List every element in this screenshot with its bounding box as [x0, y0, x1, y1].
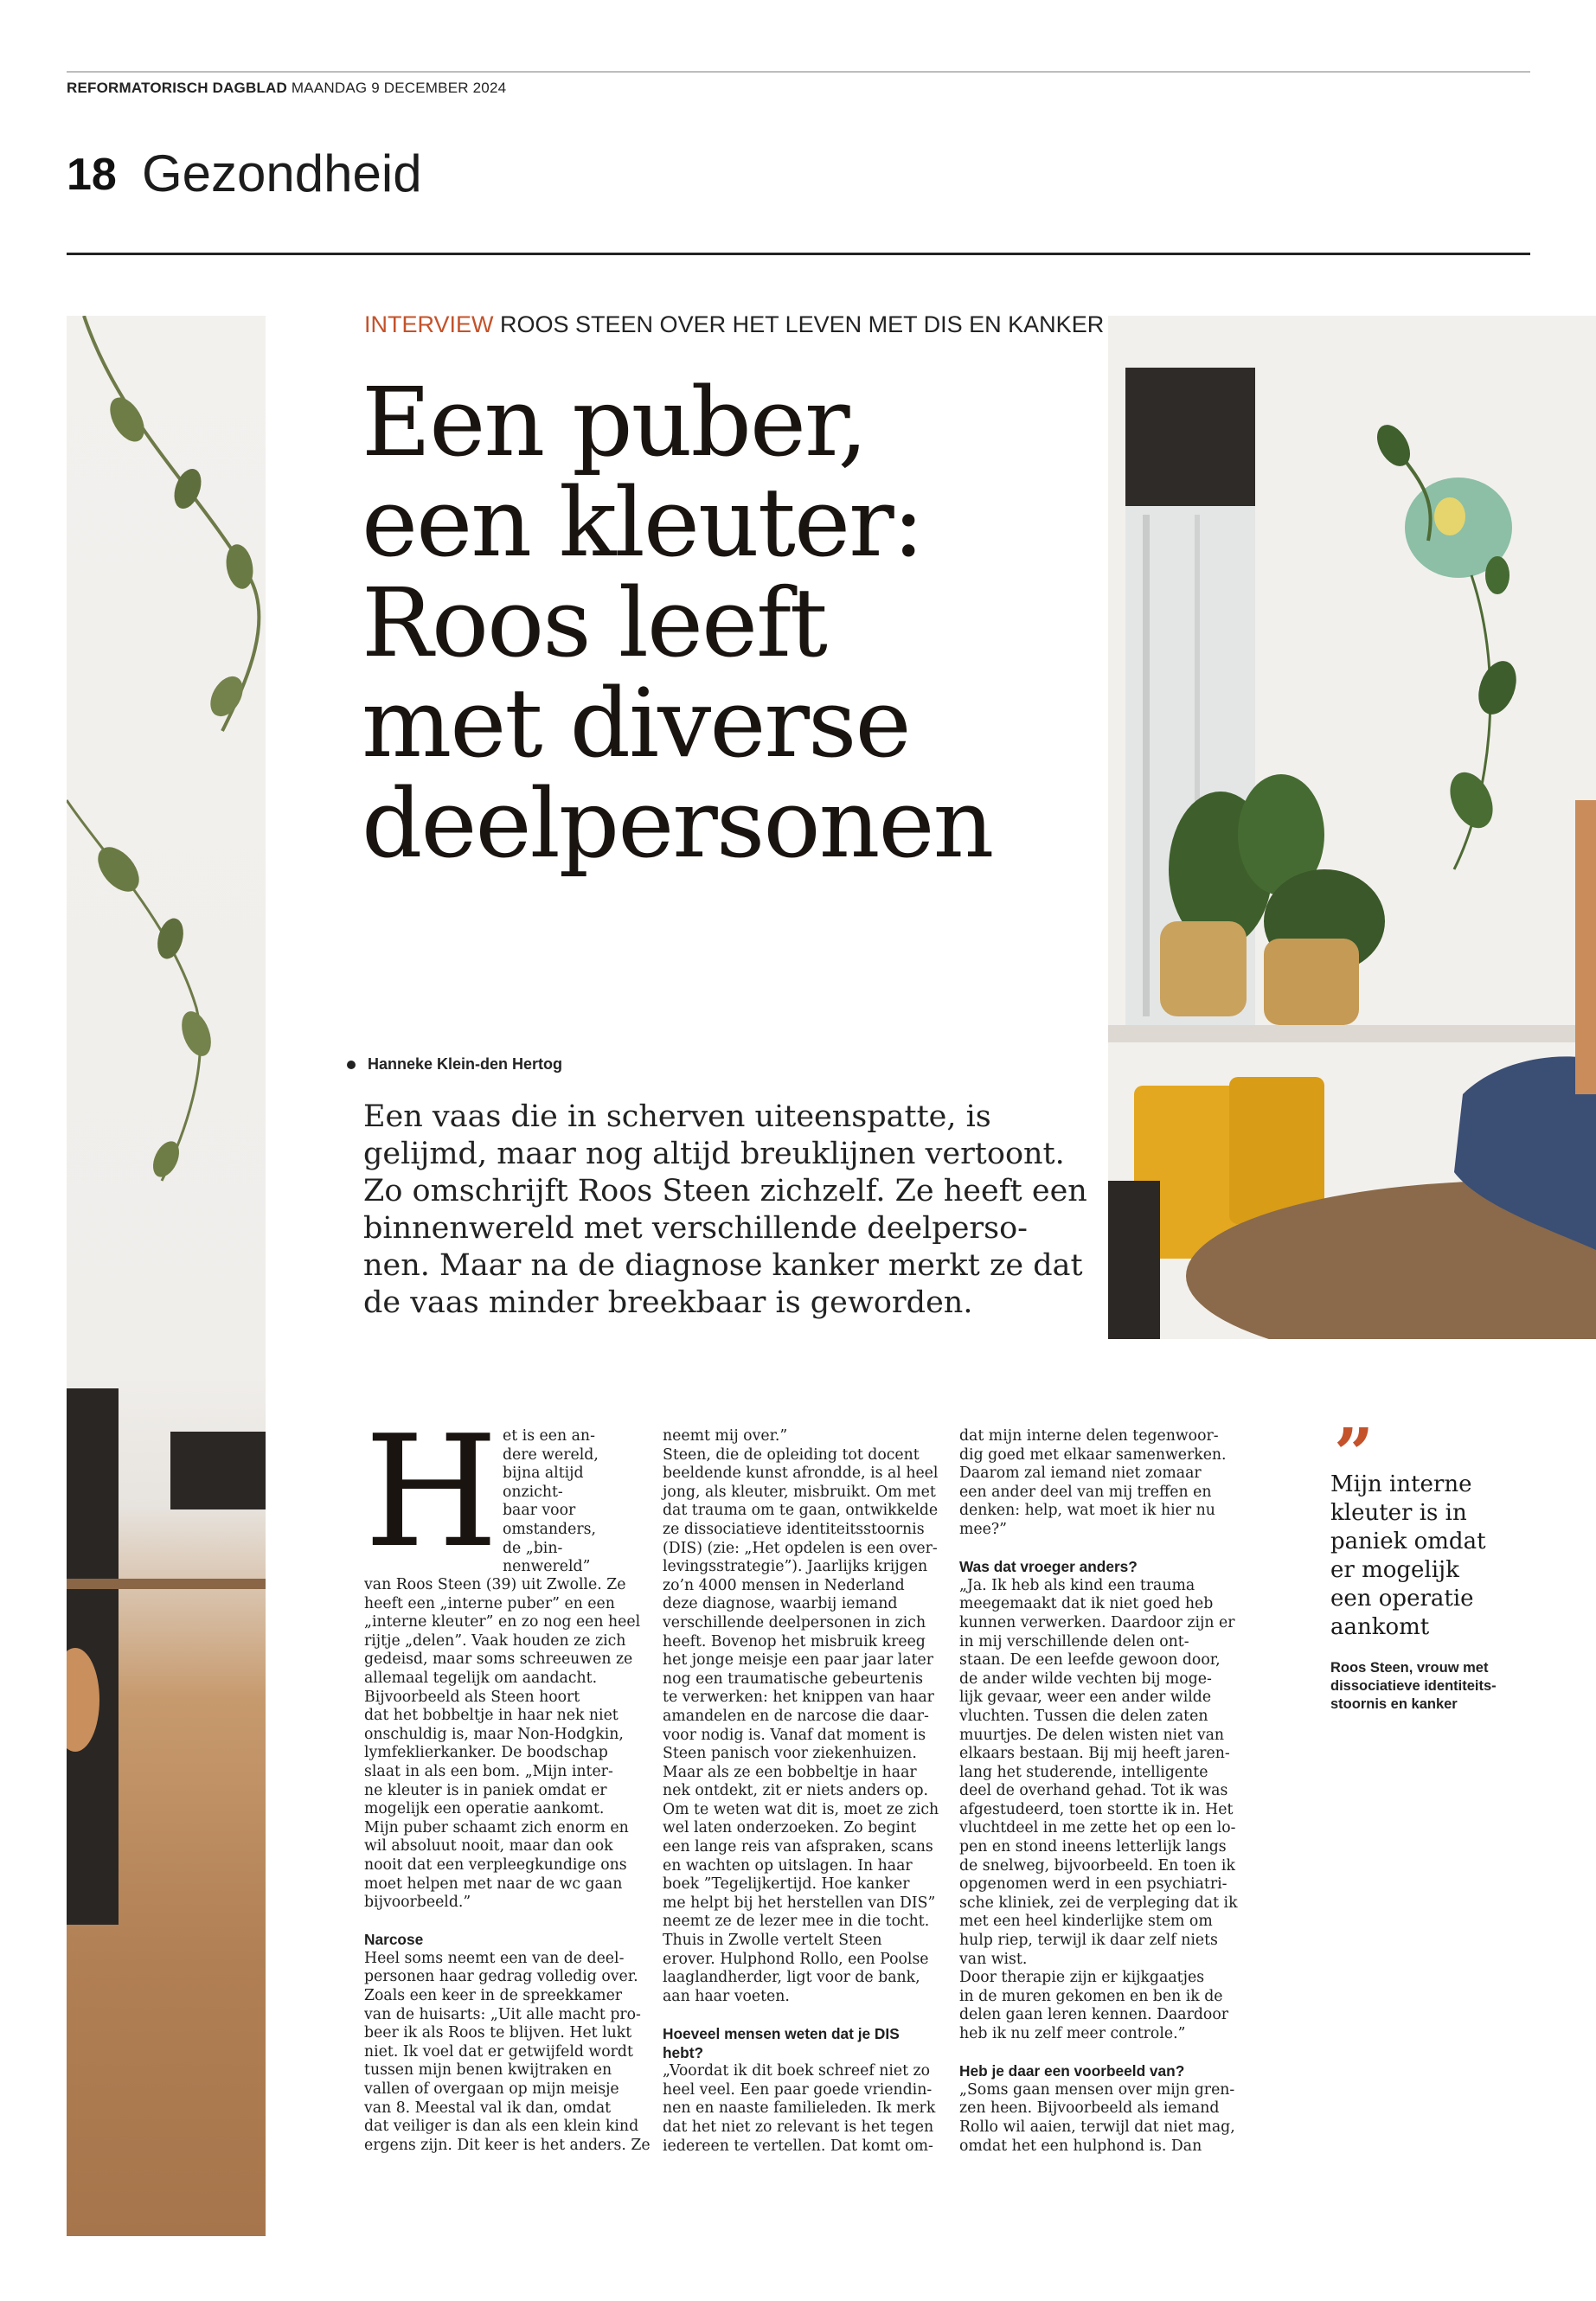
body-line: levingsstrategie”). Jaarlijks krijgen [663, 1558, 928, 1576]
body-line: een lange reis van afspraken, scans [663, 1838, 933, 1856]
body-line: omdat het een hulphond is. Dan [959, 2137, 1202, 2155]
headline-line: Een puber, [362, 367, 867, 478]
body-line: erover. Hulphond Rollo, een Poolse [663, 1950, 929, 1968]
body-line: heeft. Bovenop het misbruik kreeg [663, 1632, 926, 1650]
body-line: Zoals een keer in de spreekkamer [364, 1987, 623, 2005]
headline-line: een kleuter: [362, 467, 923, 578]
photo-right-illustration [1108, 316, 1596, 1339]
body-line: staan. De een leefde gewoon door, [959, 1651, 1221, 1670]
body-line: Om te weten wat dit is, moet ze zich [663, 1800, 939, 1818]
body-line: van wist. [959, 1950, 1028, 1968]
pull-quote-line: kleuter is in [1330, 1500, 1467, 1526]
body-line: rijtje „delen”. Vaak houden ze zich [364, 1631, 626, 1650]
body-line: onzicht- [503, 1483, 563, 1501]
intro-line: binnenwereld met verschillende deelperso- [363, 1211, 1029, 1246]
body-line: gedeisd, maar soms schreeuwen ze [364, 1650, 633, 1669]
kicker-text: ROOS STEEN OVER HET LEVEN MET DIS EN KANKER [500, 311, 1105, 337]
body-line: in de muren gekomen en ben ik de [959, 1987, 1223, 2005]
body-line: Steen panisch voor ziekenhuizen. [663, 1745, 917, 1763]
byline [347, 1055, 562, 1074]
headline-line: deelpersonen [362, 768, 993, 879]
pull-quote-line: Mijn interne [1330, 1471, 1472, 1497]
body-line: neemt ze de lezer mee in die tocht. [663, 1913, 930, 1931]
body-line: ergens zijn. Dit keer is het anders. Ze [364, 2136, 651, 2154]
spacer [959, 2044, 1232, 2063]
headline [362, 367, 1097, 879]
headline-line: Roos leeft [362, 567, 826, 678]
body-line: ze dissociatieve identiteitsstoornis [663, 1520, 925, 1538]
credit-line: stoornis en kanker [1330, 1696, 1458, 1712]
body-line: moet helpen met naar de wc gaan [364, 1875, 623, 1893]
body-line: dat trauma om te gaan, ontwikkelde [663, 1502, 939, 1520]
top-rule [67, 71, 1530, 73]
body-line: bijna altijd [503, 1465, 584, 1483]
byline-author: Hanneke Klein-den Hertog [368, 1055, 563, 1073]
body-line: Heel soms neemt een van de deel- [364, 1949, 625, 1967]
bullet-icon [347, 1061, 356, 1069]
body-line: nen en naaste familieleden. Ik merk [663, 2099, 936, 2118]
body-line: meegemaakt dat ik niet goed heb [959, 1595, 1214, 1613]
body-line: nog een traumatische gebeurtenis [663, 1670, 924, 1688]
body-line: mee?” [959, 1520, 1007, 1538]
body-line: Rollo wil aaien, terwijl dat niet mag, [959, 2118, 1235, 2136]
body-line: „Ja. Ik heb als kind een trauma [959, 1576, 1195, 1594]
interview-question: Was dat vroeger anders? [959, 1558, 1138, 1576]
body-line: met een heel kinderlijke stem om [959, 1913, 1213, 1931]
body-line: onschuldig is, maar Non-Hodgkin, [364, 1725, 624, 1743]
body-line: zen heen. Bijvoorbeeld als iemand [959, 2099, 1220, 2118]
body-line: mogelijk een operatie aankomt. [364, 1800, 605, 1818]
body-line: Steen, die de opleiding tot docent [663, 1445, 920, 1464]
interview-question: hebt? [663, 2043, 704, 2061]
body-line: me helpt bij het herstellen van DIS” [663, 1894, 936, 1912]
body-line: en wachten op uitslagen. In haar [663, 1856, 913, 1875]
body-line: Bijvoorbeeld als Steen hoort [364, 1688, 580, 1706]
intro-line: de vaas minder breekbaar is geworden. [363, 1285, 973, 1320]
body-line: dere wereld, [503, 1445, 599, 1464]
body-line: het jonge meisje een paar jaar later [663, 1651, 934, 1670]
body-line: denken: help, wat moet ik hier nu [959, 1502, 1215, 1520]
body-line: lang het studerende, intelligente [959, 1763, 1208, 1781]
body-line: iedereen te vertellen. Dat komt om- [663, 2137, 933, 2155]
body-line: nooit dat een verpleegkundige ons [364, 1856, 627, 1874]
body-line: neemt mij over.” [663, 1427, 788, 1445]
body-line: te verwerken: het knippen van haar [663, 1689, 934, 1707]
body-line: van de huisarts: „Uit alle macht pro- [364, 2005, 641, 2023]
body-line: van 8. Meestal val ik dan, omdat [364, 2099, 612, 2117]
photo-right [1108, 316, 1596, 1339]
body-column-1 [364, 1402, 651, 2155]
pull-quote-line: aankomt [1330, 1614, 1430, 1640]
headline-line: met diverse [362, 668, 910, 779]
body-line: Thuis in Zwolle vertelt Steen [663, 1932, 882, 1950]
body-line: dat het bobbeltje in haar nek niet [364, 1707, 619, 1725]
kicker-label: INTERVIEW [364, 311, 494, 337]
body-line: (DIS) (zie: „Het opdelen is een over- [663, 1539, 938, 1557]
body-line: pen en stond ineens letterlijk langs [959, 1838, 1227, 1856]
photo-left [67, 316, 266, 2236]
spacer [959, 1540, 1232, 1559]
body-line: de snelweg, bijvoorbeeld. En toen ik [959, 1856, 1235, 1875]
interview-question: Heb je daar een voorbeeld van? [959, 2062, 1185, 2080]
body-line: wel laten onderzoeken. Zo begint [663, 1819, 917, 1837]
body-line: muurtjes. De delen wisten niet van [959, 1726, 1225, 1744]
body-line: bijvoorbeeld.” [364, 1894, 471, 1912]
body-line: dat het niet zo relevant is het tegen [663, 2118, 934, 2136]
body-line: deze diagnose, waarbij iemand [663, 1595, 898, 1613]
body-line: in mij verschillende delen ont- [959, 1632, 1189, 1650]
interview-question: Hoeveel mensen weten dat je DIS [663, 2025, 900, 2042]
body-line: Maar als ze een bobbeltje in haar [663, 1763, 917, 1781]
body-line: dat veiliger is dan als een klein kind [364, 2118, 639, 2136]
dropcap-text [503, 1427, 599, 1576]
body-line: „interne kleuter” en zo nog een heel [364, 1613, 641, 1631]
body-line: wil absoluut nooit, maar dan ook [364, 1837, 613, 1856]
body-line: Door therapie zijn er kijkgaatjes [959, 1969, 1205, 1987]
body-line: heeft een „interne puber” en een [364, 1594, 615, 1612]
subhead: Narcose [364, 1931, 424, 1949]
masthead-date: MAANDAG 9 DECEMBER 2024 [291, 80, 507, 96]
body-line: ne kleuter is in paniek omdat er [364, 1781, 607, 1799]
body-line: beer ik als Roos te blijven. Het lukt [364, 2024, 632, 2042]
body-line: nenwereld” [503, 1558, 591, 1576]
masthead [67, 80, 506, 97]
credit-line: dissociatieve identiteits- [1330, 1678, 1497, 1694]
body-column-3 [959, 1427, 1238, 2156]
body-line: lijk gevaar, weer een ander wilde [959, 1689, 1212, 1707]
body-line: zo’n 4000 mensen in Nederland [663, 1576, 905, 1594]
body-line: verschillende deelpersonen in zich [663, 1613, 926, 1631]
intro-line: Zo omschrijft Roos Steen zichzelf. Ze heeft een [363, 1174, 1087, 1208]
body-line: lymfeklierkanker. De boodschap [364, 1744, 608, 1762]
body-line: vallen of overgaan op mijn meisje [364, 2080, 619, 2099]
body-line: niet. Ik voel dat er getwijfeld wordt [364, 2042, 633, 2061]
intro [363, 1099, 1090, 1322]
body-line: heel veel. Een paar goede vriendin- [663, 2080, 933, 2099]
body-line: „Soms gaan mensen over mijn gren- [959, 2080, 1235, 2099]
body-line: et is een an- [503, 1427, 595, 1445]
page-number: 18 [67, 150, 117, 200]
body-line: Mijn puber schaamt zich enorm en [364, 1818, 629, 1836]
body-line: omstanders, [503, 1520, 596, 1538]
section-title: Gezondheid [142, 144, 422, 202]
body-line: slaat in als een bom. „Mijn inter- [364, 1762, 613, 1780]
body-line: laaglandherder, ligt voor de bank, [663, 1969, 920, 1987]
body-line: personen haar gedrag volledig over. [364, 1968, 638, 1986]
body-line: beeldende kunst afrondde, is al heel [663, 1465, 939, 1483]
dropcap: H [364, 1402, 499, 1581]
kicker [364, 311, 1104, 338]
body-line: baar voor [503, 1502, 576, 1520]
pull-quote-line: een operatie [1330, 1586, 1474, 1612]
spacer [364, 1913, 637, 1932]
body-line: vluchtdeel in me zette het op een lo- [959, 1819, 1236, 1837]
body-line: delen gaan leren kennen. Daardoor [959, 2006, 1228, 2024]
body-column-2 [663, 1427, 939, 2156]
body-line: deel de overhand gehad. Tot ik was [959, 1782, 1228, 1800]
pull-quote-credit [1330, 1659, 1529, 1714]
body-line: sche kliniek, zei de verpleging dat ik [959, 1894, 1238, 1912]
body-line: allemaal tegelijk om aandacht. [364, 1669, 598, 1687]
body-line: Daarom zal iemand niet zomaar [959, 1465, 1202, 1483]
spacer [663, 2006, 935, 2025]
intro-line: gelijmd, maar nog altijd breuklijnen vertoont. [363, 1137, 1065, 1171]
body-line: heb ik nu zelf meer controle.” [959, 2025, 1186, 2042]
body-line: afgestudeerd, toen stortte ik in. Het [959, 1800, 1234, 1818]
pull-quote [1330, 1471, 1529, 1642]
intro-line: nen. Maar na de diagnose kanker merkt ze dat [363, 1248, 1083, 1283]
body-line: opgenomen werd in een psychiatri- [959, 1875, 1227, 1894]
dropcap-block [364, 1402, 637, 1581]
credit-line: Roos Steen, vrouw met [1330, 1660, 1489, 1676]
body-line: hulp riep, terwijl ik daar zelf niets [959, 1932, 1218, 1950]
quote-mark-icon: ” [1334, 1413, 1375, 1494]
photo-left-illustration [67, 316, 266, 2236]
body-line: jong, als kleuter, misbruikt. Om met [663, 1483, 936, 1501]
body-line: „Voordat ik dit boek schreef niet zo [663, 2062, 931, 2080]
body-line: boek ”Tegelijkertijd. Hoe kanker [663, 1875, 910, 1894]
body-line: van Roos Steen (39) uit Zwolle. Ze [364, 1576, 626, 1593]
body-line: voor nodig is. Vanaf dat moment is [663, 1726, 926, 1744]
body-line: dig goed met elkaar samenwerken. [959, 1445, 1227, 1464]
body-line: kunnen verwerken. Daardoor zijn er [959, 1613, 1235, 1631]
body-line: aan haar voeten. [663, 1987, 790, 2005]
body-line: een ander deel van mij treffen en [959, 1483, 1212, 1501]
body-line: de „bin- [503, 1539, 563, 1557]
pull-quote-line: paniek omdat [1330, 1529, 1486, 1554]
pull-quote-line: er mogelijk [1330, 1557, 1459, 1583]
body-line: nek ontdekt, zit er niets anders op. [663, 1782, 929, 1800]
body-line: dat mijn interne delen tegenwoor- [959, 1427, 1219, 1445]
body-line: vluchten. Tussen die delen zaten [959, 1707, 1208, 1725]
intro-line: Een vaas die in scherven uiteenspatte, is [363, 1099, 991, 1134]
body-line: amandelen en de narcose die daar- [663, 1707, 929, 1725]
body-line: de ander wilde vechten bij moge- [959, 1670, 1212, 1688]
body-line: elkaars bestaan. Bij mij heeft jaren- [959, 1745, 1230, 1763]
header-rule [67, 253, 1530, 255]
body-line: tussen mijn benen kwijtraken en [364, 2061, 612, 2080]
masthead-name: REFORMATORISCH DAGBLAD [67, 80, 287, 96]
